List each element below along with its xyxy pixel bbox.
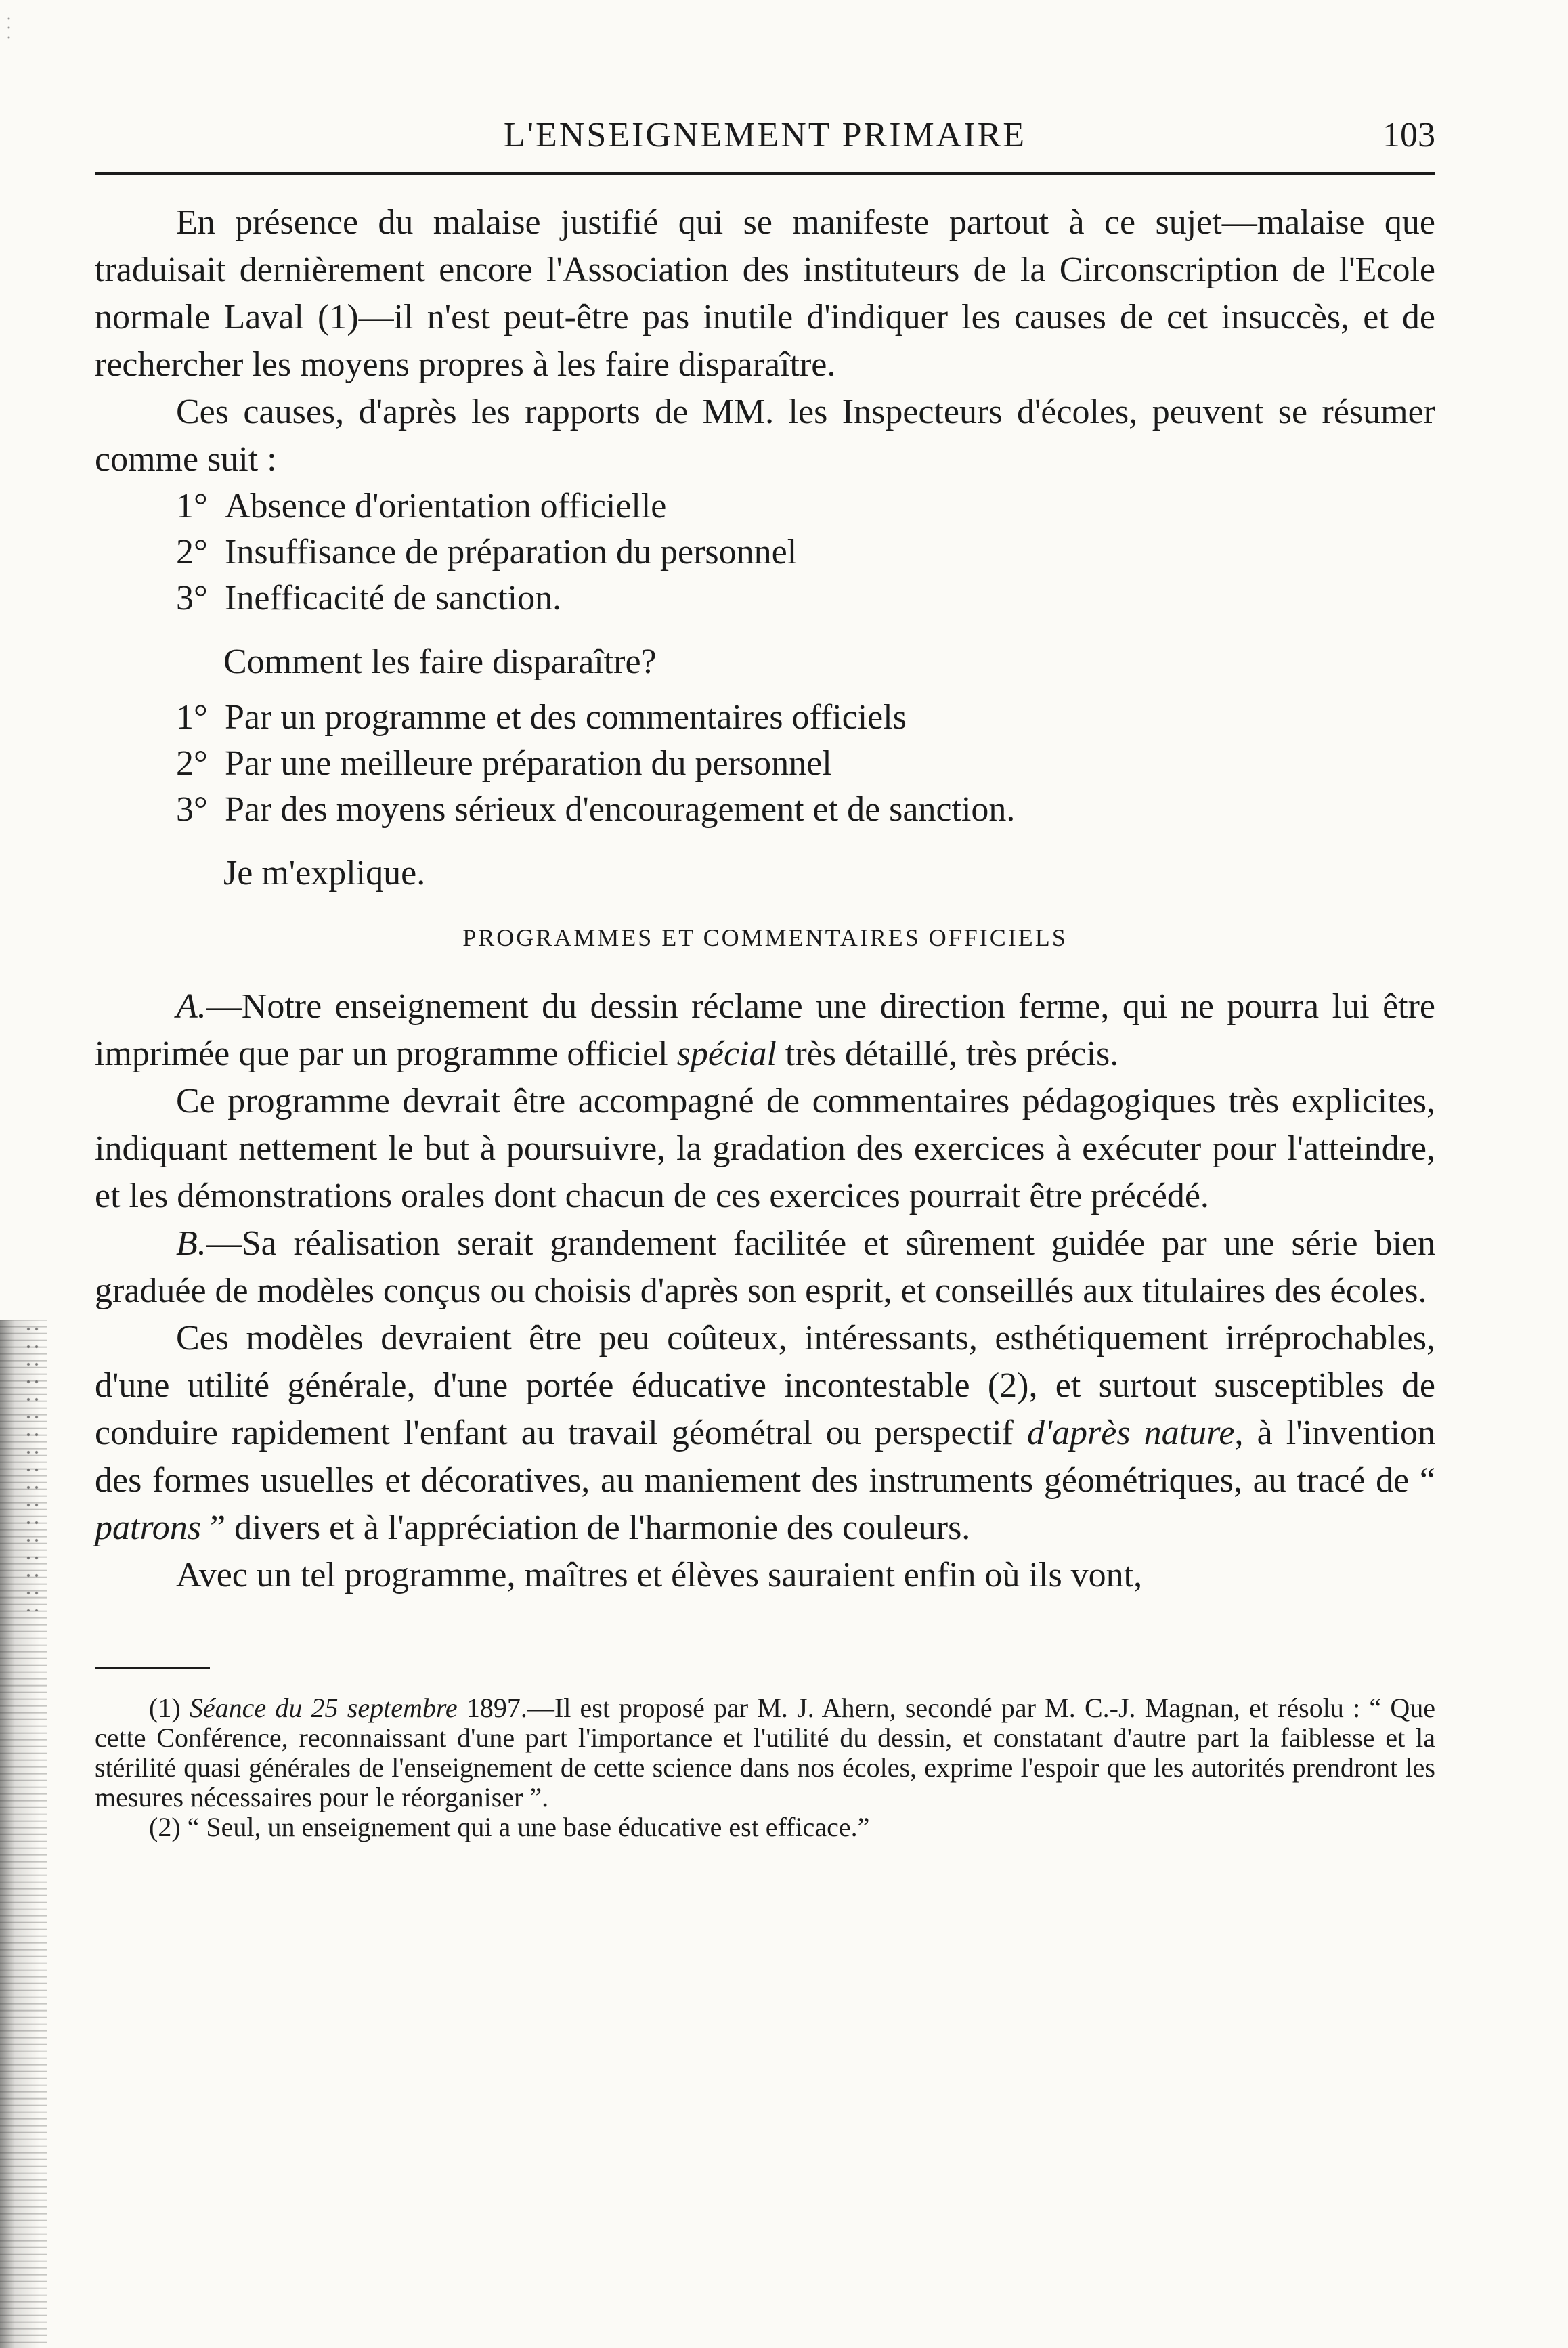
body-text-section (95, 983, 1435, 1599)
running-head (95, 115, 1435, 169)
list-item (176, 529, 1435, 575)
text-run: , à l'invention des formes usuelles et décoratives, au maniement des instruments géométriques, au tracé de “ (95, 1414, 1435, 1500)
footnote-1 (95, 1693, 1435, 1812)
paragraph-program: Ce programme devrait être accompagné de commentaires pédagogiques très explicites, indiquant nettement le but à poursuivre, la gradation des exercices à exécuter pour l'atteindre, et les démonstrations orales dont chacun de ces exercices pourrait être précédé. (95, 1082, 1435, 1215)
footnotes (95, 1693, 1435, 1842)
body-text (95, 199, 1435, 483)
item-number: 1° (176, 487, 208, 525)
question-line: Comment les faire disparaître? (223, 643, 657, 681)
item-text: Par des moyens sérieux d'encouragement et de sanction. (225, 790, 1016, 829)
remedies-list (95, 695, 1435, 833)
item-number: 2° (176, 533, 208, 571)
item-text: Par un programme et des commentaires officiels (225, 698, 907, 737)
text-run: ” divers et à l'appréciation de l'harmonie des couleurs. (201, 1508, 971, 1547)
list-item (176, 695, 1435, 741)
italic-run: patrons (95, 1508, 201, 1547)
book-page (95, 115, 1435, 1842)
page-number: 103 (1382, 116, 1435, 154)
explain-line: Je m'explique. (223, 854, 426, 892)
footnote-2: (2) “ Seul, un enseignement qui a une base éducative est efficace.” (149, 1812, 870, 1842)
header-rule (95, 172, 1435, 175)
paragraph-closing: Avec un tel programme, maîtres et élèves sauraient enfin où ils vont, (176, 1556, 1143, 1594)
text-run: 1897.—Il est proposé par M. J. Ahern, secondé par M. C.-J. Magnan, et résolu : “ Que cette Conférence, reconnaissant d'une part l'importance et l'utilité du dessin, et constatant d'autre part la faiblesse et la stérilité quasi générales de l'enseignement de cette science dans nos écoles, exprime l'espoir que les autorités prendront les mesures nécessaires pour le réorganiser ”. (95, 1693, 1435, 1812)
item-number: 2° (176, 744, 208, 783)
paragraph-label: B. (176, 1224, 206, 1263)
scan-edge-marks (5, 14, 12, 41)
text-run: —Sa réalisation serait grandement facilitée et sûrement guidée par une série bien graduée de modèles conçus ou choisis d'après son esprit, et conseillés aux titulaires des écoles. (95, 1224, 1435, 1310)
paragraph-a (95, 983, 1435, 1078)
list-item (176, 741, 1435, 787)
italic-run: Séance du 25 septembre (189, 1693, 458, 1723)
paragraph-label: A. (176, 987, 206, 1026)
italic-run: d'après nature (1026, 1414, 1235, 1452)
running-title: L'ENSEIGNEMENT PRIMAIRE (503, 116, 1027, 154)
item-number: 3° (176, 790, 208, 829)
item-text: Absence d'orientation officielle (225, 487, 667, 525)
italic-run: spécial (676, 1035, 777, 1073)
footnote-marker: (1) (149, 1693, 190, 1723)
list-item (176, 787, 1435, 833)
item-text: Par une meilleure préparation du personnel (225, 744, 832, 783)
list-item (176, 575, 1435, 622)
text-run: Ces modèles devraient être peu coûteux, intéressants, esthétiquement irréprochables, d'une utilité générale, d'une portée éducative incontestable (2), et surtout susceptibles de conduire rapidement l'enfant au travail géométral ou perspectif (95, 1319, 1435, 1452)
paragraph-causes: Ces causes, d'après les rapports de MM. les Inspecteurs d'écoles, peuvent se résumer comme suit : (95, 393, 1435, 479)
paragraph-intro: En présence du malaise justifié qui se manifeste partout à ce sujet—malaise que traduisait dernièrement encore l'Association des instituteurs de la Circonscription de l'Ecole normale Laval (1)—il n'est peut-être pas inutile d'indiquer les causes de cet insuccès, et de rechercher les moyens propres à les faire disparaître. (95, 203, 1435, 384)
section-heading: PROGRAMMES ET COMMENTAIRES OFFICIELS (462, 924, 1068, 951)
scan-margin-specks (24, 1320, 41, 1611)
list-item (176, 483, 1435, 529)
paragraph-b (95, 1220, 1435, 1315)
item-number: 3° (176, 579, 208, 617)
item-text: Inefficacité de sanction. (225, 579, 562, 617)
item-text: Insuffisance de préparation du personnel (225, 533, 798, 571)
causes-list (95, 483, 1435, 622)
text-run: très détaillé, très précis. (776, 1035, 1119, 1073)
footnote-rule (95, 1667, 210, 1669)
item-number: 1° (176, 698, 208, 737)
paragraph-models (95, 1315, 1435, 1552)
text-run: —Notre enseignement du dessin réclame une direction ferme, qui ne pourra lui être imprimée que par un programme officiel (95, 987, 1435, 1073)
